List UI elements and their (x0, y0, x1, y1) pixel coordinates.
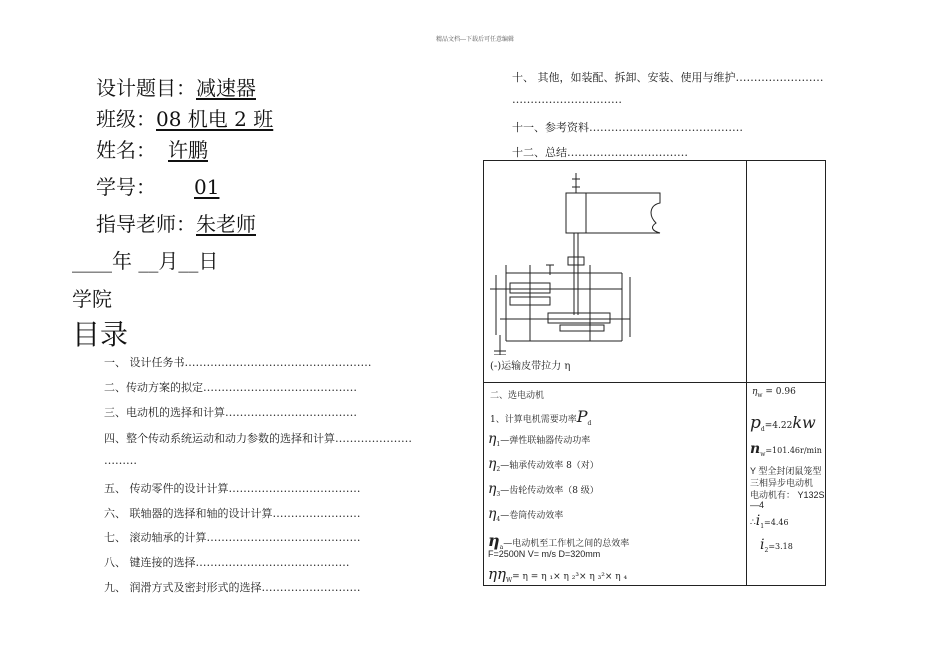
nw-val: =101.46r/min (765, 446, 822, 455)
toc-item: 十、 其他，如装配、拆卸、安装、使用与维护…………………… (512, 71, 824, 84)
class-line (96, 103, 273, 132)
eta-w-symbol: η (752, 387, 758, 397)
toc-item: 十一、参考资料…………………………………… (512, 121, 743, 134)
eta-desc: —弹性联轴器传动功率 (500, 436, 591, 446)
toc-item: 九、 润滑方式及密封形式的选择……………………… (104, 581, 361, 594)
i2-val: =3.18 (768, 542, 793, 551)
eta-a-line (488, 531, 629, 551)
section2-title: 二、选电动机 (490, 391, 545, 401)
teacher-value: 朱老师 (196, 212, 256, 236)
toc-item: 一、 设计任务书…………………………………………… (104, 356, 372, 369)
pd-value (750, 413, 816, 433)
diagram-caption: (-)运输皮带拉力 η (490, 361, 571, 372)
therefore-sign: ∴ (750, 518, 756, 528)
toc-item: 七、 滚动轴承的计算…………………………………… (104, 531, 361, 544)
i2-sub: 2 (764, 546, 769, 554)
id-value: 01 (194, 175, 220, 199)
topic-label: 设计题目： (96, 76, 196, 100)
topic-value: 减速器 (196, 76, 256, 100)
design-table (483, 160, 826, 586)
pd-val: =4.22 (764, 421, 793, 431)
motor-desc-1: Y 型全封闭鼠笼型 (750, 466, 822, 476)
toc-item: ……… (104, 454, 137, 467)
eta-sub: 4 (496, 515, 501, 523)
toc-item: 六、 联轴器的选择和轴的设计计算…………………… (104, 507, 361, 520)
toc-item: 二、传动方案的拟定…………………………………… (104, 381, 357, 394)
formula-line (488, 565, 627, 584)
eta4-line (488, 506, 563, 523)
date-line: ____年 __月__日 (72, 249, 219, 273)
toc-title: 目录 (72, 318, 129, 351)
class-value: 08 机电 2 班 (156, 107, 274, 131)
eta-sub: 3 (496, 490, 501, 498)
eta-sub: 2 (496, 465, 501, 473)
eta-symbol: η (488, 481, 497, 497)
p-sub: d (587, 419, 592, 427)
pd-unit: kw (792, 413, 816, 432)
formula-sub: W (505, 576, 513, 584)
p-symbol: P (576, 407, 588, 426)
toc-item: 四、整个传动系统运动和动力参数的选择和计算………………… (104, 432, 412, 445)
name-value: 许鹏 (168, 138, 208, 162)
transmission-diagram (490, 165, 670, 355)
eta2-line (488, 456, 599, 473)
eta-symbol: η (488, 456, 497, 472)
eta-sub: a (499, 543, 504, 551)
id-line (96, 171, 219, 200)
eta-w-value (752, 387, 796, 399)
table-divider-vertical (746, 161, 747, 585)
i1-val: =4.46 (764, 518, 789, 527)
topic-line (96, 72, 256, 101)
class-label: 班级： (96, 107, 156, 131)
eta-desc: —电动机至工作机之间的总效率 (503, 539, 630, 549)
school: 学院 (72, 287, 112, 311)
motor-desc-2: 三相异步电动机 (750, 478, 814, 488)
id-label: 学号： (96, 175, 156, 199)
toc-item: 五、 传动零件的设计计算……………………………… (104, 482, 361, 495)
eta-w-val: = 0.96 (762, 387, 796, 397)
i1-value (750, 513, 789, 530)
eta-desc: —齿轮传动效率（8 级） (500, 486, 599, 496)
teacher-label: 指导老师： (96, 212, 196, 236)
header-note: 精品文档---下载后可任意编辑 (435, 36, 515, 43)
nw-value (750, 441, 822, 458)
nw-sub: w (760, 450, 766, 458)
pd-sub: d (760, 425, 765, 433)
params-line: F=2500N V= m/s D=320mm (488, 549, 601, 559)
eta1-line (488, 431, 590, 448)
formula-symbol: ηη (488, 565, 506, 583)
power-line (490, 407, 591, 427)
i1-symbol: i (755, 513, 761, 529)
eta-symbol: η (488, 431, 497, 447)
toc-item: 八、 键连接的选择…………………………………… (104, 556, 350, 569)
table-divider-horizontal (484, 382, 825, 383)
i2-symbol: i (760, 537, 765, 553)
eta-desc: —轴承传动效率 8（对） (500, 461, 599, 471)
power-label: 1、计算电机需要功率 (490, 415, 577, 425)
toc-item: ………………………… (512, 93, 622, 106)
motor-desc-4: —4 (750, 500, 765, 510)
i2-value (760, 537, 793, 554)
eta-sub: 1 (496, 440, 501, 448)
motor-desc-3: 电动机有： Y132S (750, 490, 825, 500)
toc-item: 三、电动机的选择和计算……………………………… (104, 406, 357, 419)
eta-symbol: η (488, 531, 500, 550)
eta-w-sub: w (757, 391, 763, 399)
pd-symbol: p (750, 413, 761, 433)
name-label: 姓名： (96, 138, 156, 162)
formula-rest: = η = η ₁× η ₂³× η ₃²× η ₄ (512, 572, 628, 582)
eta-desc: —卷筒传动效率 (500, 511, 564, 521)
toc-item: 十二、总结…………………………… (512, 146, 688, 159)
nw-symbol: n (750, 441, 761, 457)
eta-symbol: η (488, 506, 497, 522)
name-line (96, 134, 208, 163)
eta3-line (488, 481, 599, 498)
i1-sub: 1 (760, 522, 765, 530)
teacher-line (96, 208, 256, 237)
